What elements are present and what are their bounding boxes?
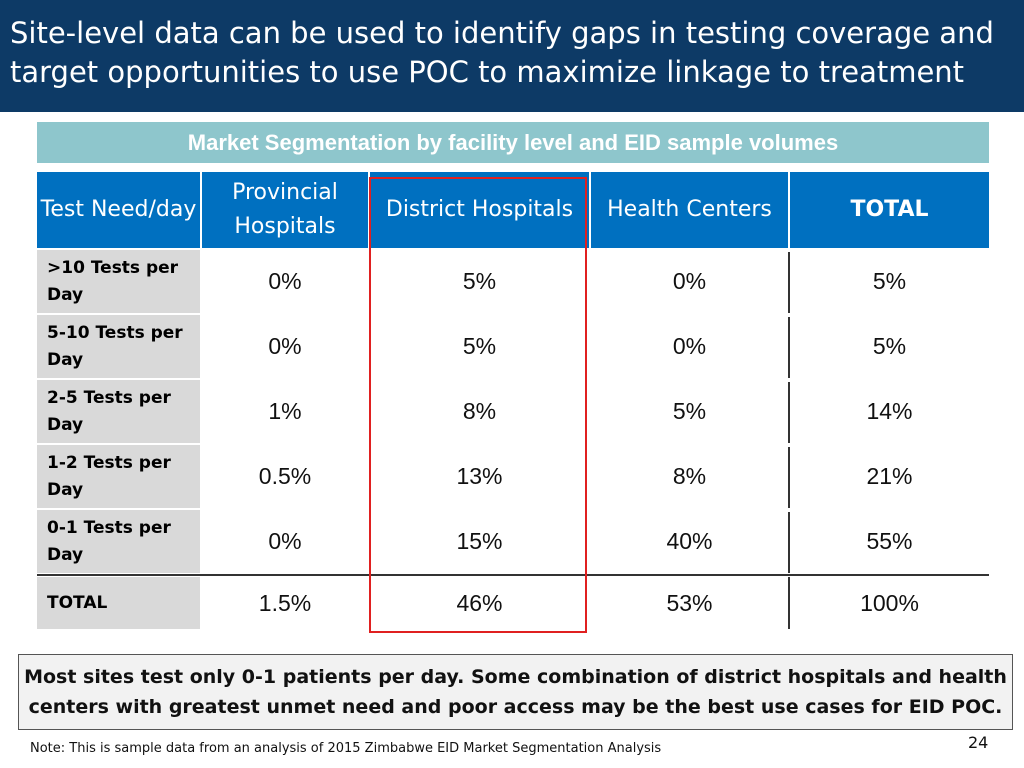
table-cell: 0%	[268, 333, 302, 359]
table-cell: 8%	[672, 463, 707, 489]
total-row-divider	[37, 574, 989, 576]
table-cell: 21%	[866, 463, 913, 489]
table-cell: 15%	[456, 528, 503, 554]
table-cell: 5%	[672, 398, 707, 424]
callout-box: Most sites test only 0-1 patients per day. Some combination of district hospitals and health centers with greatest unmet need and poor access may be the best use cases for EID POC.	[18, 654, 1013, 730]
title-bar	[0, 0, 1024, 112]
table-cell: 13%	[456, 463, 503, 489]
table-cell: 5%	[462, 333, 497, 359]
header-provincial-hospitals: Provincial Hospitals	[202, 172, 368, 248]
row-label-0-1: 0-1 Tests per Day	[37, 510, 200, 573]
column-divider	[788, 577, 790, 629]
table-cell: 0.5%	[258, 463, 312, 489]
row-label-5-10: 5-10 Tests per Day	[37, 315, 200, 378]
column-divider	[788, 252, 790, 313]
header-total: TOTAL	[790, 172, 989, 248]
table-subheading: Market Segmentation by facility level and EID sample volumes	[37, 122, 989, 163]
table-cell: 8%	[462, 398, 497, 424]
table-cell: 0%	[268, 528, 302, 554]
header-district-hospitals: District Hospitals	[370, 172, 589, 248]
table-cell-total: 53%	[666, 589, 713, 616]
column-divider	[788, 512, 790, 573]
table-cell: 40%	[666, 528, 713, 554]
slide-title: Site-level data can be used to identify gaps in testing coverage and target opportunities to use POC to maximize linkage to treatment	[10, 16, 994, 89]
column-divider	[788, 317, 790, 378]
table-cell: 0%	[268, 268, 302, 294]
row-label-1-2: 1-2 Tests per Day	[37, 445, 200, 508]
source-note: Note: This is sample data from an analysis of 2015 Zimbabwe EID Market Segmentation Analysis	[30, 741, 662, 756]
table-cell: 14%	[866, 398, 913, 424]
column-divider	[788, 447, 790, 508]
header-health-centers: Health Centers	[591, 172, 788, 248]
table-cell: 0%	[672, 333, 707, 359]
table-cell: 1%	[268, 398, 302, 424]
row-label-total: TOTAL	[37, 577, 200, 629]
table-cell: 5%	[872, 333, 907, 359]
table-cell-total: 1.5%	[258, 589, 312, 616]
header-test-need: Test Need/day	[37, 172, 200, 248]
table-cell: 5%	[462, 268, 497, 294]
table-cell-total: 100%	[860, 589, 919, 616]
row-label-2-5: 2-5 Tests per Day	[37, 380, 200, 443]
table-cell: 0%	[672, 268, 707, 294]
table-cell: 55%	[866, 528, 913, 554]
column-divider	[788, 382, 790, 443]
row-label-gt10: >10 Tests per Day	[37, 250, 200, 313]
table-cell-total: 46%	[456, 589, 503, 616]
page-number: 24	[968, 733, 989, 752]
table-cell: 5%	[872, 268, 907, 294]
